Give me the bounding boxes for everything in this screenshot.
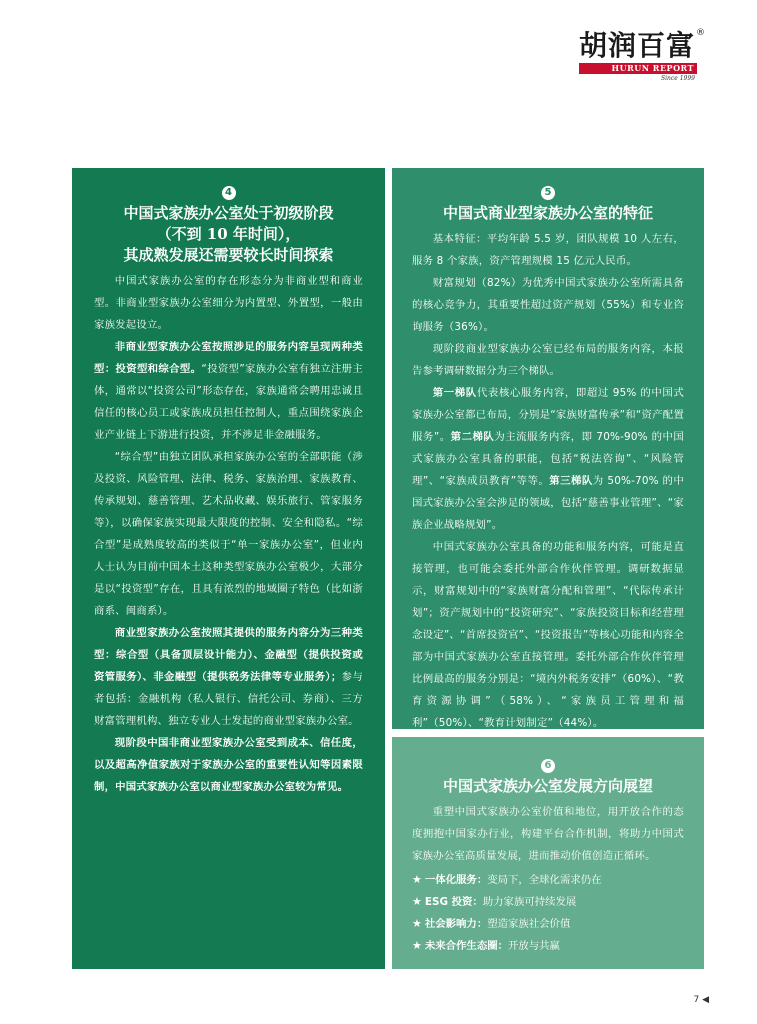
item-label: 未来合作生态圈： [424,940,508,952]
paragraph [412,382,684,536]
page-footer [693,995,709,1005]
paragraph: 基本特征：平均年龄 5.5 岁，团队规模 10 人左右，服务 8 个家族，资产管理规模 15 亿元人民币。 [412,233,684,267]
item-text: 助力家族可持续发展 [482,896,577,908]
bold-text: 第二梯队 [450,431,495,443]
registered-mark: ® [696,28,705,38]
item-label: 社会影响力： [424,918,488,930]
panel-commercial-features [392,168,704,729]
list-item [412,891,684,913]
panel-title [94,203,363,266]
paragraph: 现阶段商业型家族办公室已经布局的服务内容，本报告参考调研数据分为三个梯队。 [412,343,684,377]
logo-since: Since 1999 [661,75,695,82]
outlook-list [412,869,684,957]
star-icon: ★ [412,939,422,952]
section-number-badge: 4 [222,186,236,200]
item-label: ESG 投资： [424,896,483,908]
bold-text: 商业型家族办公室按照其提供的服务内容分为三种类型：综合型（具备顶层设计能力）、金融型（提供投资或资管服务）、非金融型（提供税务法律等专业服务）； [94,627,363,683]
star-icon: ★ [412,895,422,908]
paragraph: “综合型”由独立团队承担家族办公室的全部职能（涉及投资、风险管理、法律、税务、家族治理、家族教育、传承规划、慈善管理、艺术品收藏、娱乐旅行、管家服务等），以确保家族实现最大限度的控制、安全和隐私。“综合型”是成熟度较高的类似于“单一家族办公室”，但业内人士认为目前中国本土这种类型家族办公室极少，大部分是以“投资型”存在，且具有浓烈的地域圈子特色（比如浙商系、闽商系）。 [94,451,363,617]
bold-text: 第一梯队 [432,387,477,399]
page-number: 7 [693,995,700,1005]
body-text: 为主流服务内容，即 70%-90% 的中国式家族办公室具备的职能，包括“税法咨询”、“风险管理”、“家族成员教育”等等。 [412,431,684,487]
panel-title: 中国式商业型家族办公室的特征 [442,204,653,222]
hurun-logo [578,26,709,86]
item-text: 开放与共赢 [508,940,560,952]
panel-title: 中国式家族办公室发展方向展望 [442,777,653,795]
body-text: 为 50%-70% 的中国式家族办公室会涉足的领域，包括“慈善事业管理”、“家族企业战略规划”。 [412,475,684,531]
paragraph [94,336,363,446]
bold-text: 非商业型家族办公室按照涉足的服务内容呈现两种类型：投资型和综合型。 [94,341,363,375]
star-icon: ★ [412,917,422,930]
paragraph: 现阶段中国非商业型家族办公室受到成本、信任度，以及超高净值家族对于家族办公室的重要性认知等因素限制，中国式家族办公室以商业型家族办公室较为常见。 [94,737,363,793]
paragraph: 重塑中国式家族办公室价值和地位，用开放合作的态度拥抱中国家办行业，构建平台合作机制，将助力中国式家族办公室高质量发展，进而推动价值创造正循环。 [412,806,684,862]
body-text: “投资型”家族办公室有独立注册主体，通常以“投资公司”形态存在，家族通常会聘用忠诚且信任的核心员工或家族成员担任控制人，重点围绕家族企业产业链上下游进行投资，并不涉足非金融服务。 [94,363,364,441]
panel-initial-stage [72,168,385,969]
list-item [412,913,684,935]
logo-english-bar: HURUN REPORT [579,63,697,74]
paragraph [94,622,363,732]
paragraph: 中国式家族办公室的存在形态分为非商业型和商业型。非商业型家族办公室细分为内置型、外置型，一般由家族发起设立。 [94,275,363,331]
item-text: 变局下，全球化需求仍在 [487,874,602,886]
title-line: （不到 10 年时间）， [156,225,301,243]
section-number-badge: 5 [541,186,555,200]
list-item [412,869,684,891]
panel-outlook [392,737,704,969]
logo-chinese-text: 胡润百富 [578,29,695,62]
paragraph: 财富规划（82%）为优秀中国式家族办公室所需具备的核心竞争力，其重要性超过资产规划（55%）和专业咨询服务（36%）。 [412,277,684,333]
arrow-left-icon: ◀ [702,995,709,1005]
section-number-badge: 6 [541,759,555,773]
item-text: 塑造家族社会价值 [487,918,571,930]
item-label: 一体化服务： [424,874,488,886]
star-icon: ★ [412,873,422,886]
list-item [412,935,684,957]
body-text: 代表核心服务内容，即超过 95% 的中国式家族办公室都已布局，分别是“家族财富传承”和“资产配置服务”。 [412,387,684,443]
bold-text: 第三梯队 [549,475,593,487]
body-text: 参与者包括：金融机构（私人银行、信托公司、券商）、三方财富管理机构、独立专业人士发起的商业型家族办公室。 [94,671,363,727]
title-line: 中国式家族办公室处于初级阶段 [123,204,334,222]
paragraph: 中国式家族办公室具备的功能和服务内容，可能是直接管理，也可能会委托外部合作伙伴管理。调研数据显示，财富规划中的“家族财富分配和管理”、“代际传承计划”；资产规划中的“投资研究”、“家族投资目标和经营理念设定”、“首席投资官”、“投资报告”等核心功能和内容全部为中国式家族办公室直接管理。委托外部合作伙伴管理比例最高的服务分别是：“境内外税务安排”（60%）、“教育资源协调”（58%）、“家族员工管理和福利”（50%）、“教育计划制定”（44%）。 [412,541,684,729]
title-line: 其成熟发展还需要较长时间探索 [123,246,334,264]
